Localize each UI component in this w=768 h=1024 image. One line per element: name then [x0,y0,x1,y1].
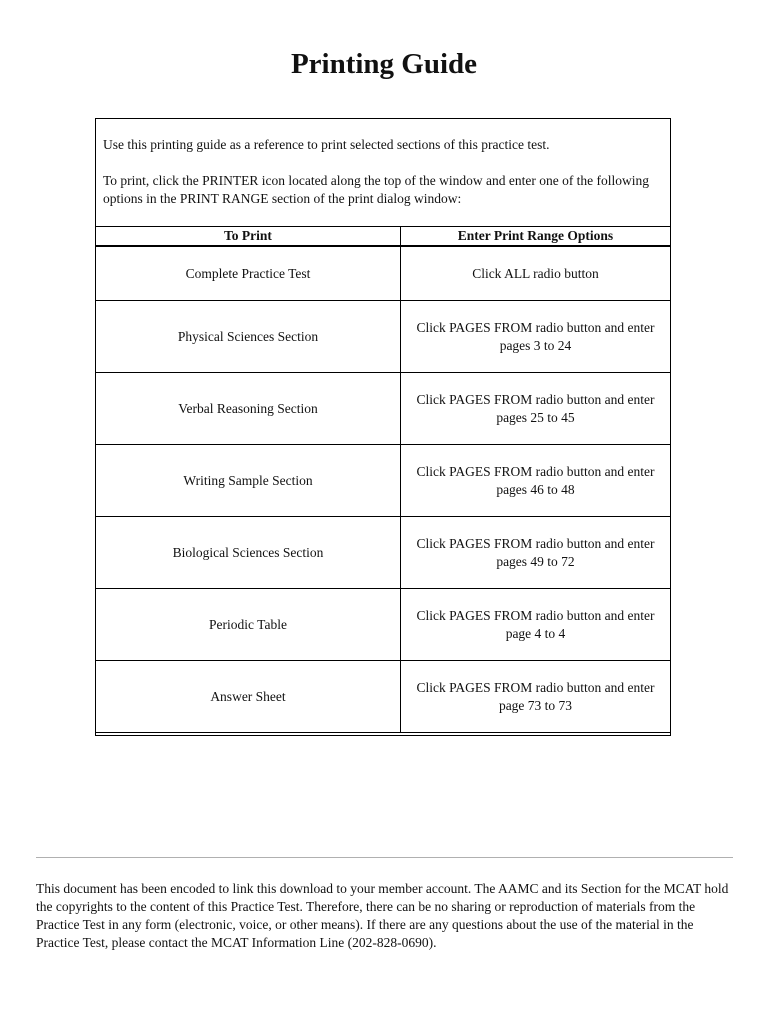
option-cell: Click PAGES FROM radio button and enter pages 3 to 24 [401,301,671,373]
header-to-print: To Print [96,227,401,247]
copyright-notice: This document has been encoded to link this download to your member account. The AAMC and its Section for the MCAT hold the copyrights to the content of this Practice Test. Therefore, there can be no sharing or reproduction of materials from the Practice Test in any form (electronic, voice, or other means). If there are any questions about the use of the material in the Practice Test, please contact the MCAT Information Line (202-828-0690). [36,881,729,950]
intro-text [103,136,665,208]
print-range-table [95,226,671,733]
page-title: Printing Guide [290,48,478,80]
table-row [96,445,671,517]
section-cell: Biological Sciences Section [96,517,401,589]
option-cell: Click PAGES FROM radio button and enter pages 46 to 48 [401,445,671,517]
footer-divider [36,857,733,858]
table-row [96,373,671,445]
section-cell: Answer Sheet [96,661,401,733]
option-cell: Click PAGES FROM radio button and enter pages 49 to 72 [401,517,671,589]
option-cell: Click PAGES FROM radio button and enter page 73 to 73 [401,661,671,733]
option-cell: Click PAGES FROM radio button and enter pages 25 to 45 [401,373,671,445]
printing-guide-box [95,118,671,736]
section-cell: Verbal Reasoning Section [96,373,401,445]
option-cell: Click PAGES FROM radio button and enter page 4 to 4 [401,589,671,661]
table-row [96,517,671,589]
section-cell: Writing Sample Section [96,445,401,517]
section-cell: Physical Sciences Section [96,301,401,373]
table-row [96,301,671,373]
section-cell: Periodic Table [96,589,401,661]
intro-line-instructions: To print, click the PRINTER icon located along the top of the window and enter one of the following options in the PRINT RANGE section of the print dialog window: [103,173,650,206]
table-row [96,661,671,733]
table-row [96,589,671,661]
table-header-row [96,227,671,247]
header-print-range-options: Enter Print Range Options [401,227,671,247]
table-row [96,246,671,301]
intro-line-reference: Use this printing guide as a reference to print selected sections of this practice test. [103,137,550,152]
option-cell: Click ALL radio button [401,246,671,301]
section-cell: Complete Practice Test [96,246,401,301]
